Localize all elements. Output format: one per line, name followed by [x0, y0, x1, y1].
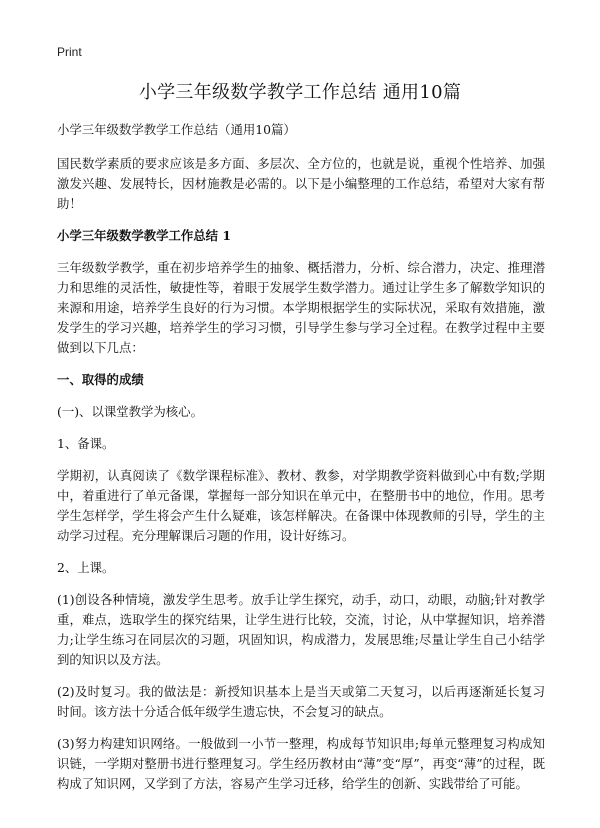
item-class-paragraph-1: (1)创设各种情境，激发学生思考。放手让学生探究，动手，动口，动眼，动脑;针对教学重，难点，选取学生的探究结果，让学生进行比较，交流，讨论，从中掌握知识，培养潜力;让学生练习在同层次的习题，巩固知识，构成潜力，发展思维;尽量让学生自己小结学到的知识以及方法。	[57, 592, 545, 667]
item-class-label: 2、上课。	[57, 560, 115, 575]
document-body	[57, 120, 545, 806]
item-class-paragraph-3: (3)努力构建知识网络。一般做到一小节一整理，构成每节知识串;每单元整理复习构成知识链，一学期对整册书进行整理复习。学生经历教材由“薄”变“厚”，再变“薄”的过程，既构成了知识网，又学到了方法，容易产生学习迁移，给学生的创新、实践带给了可能。	[57, 736, 545, 791]
section-heading-1: 小学三年级数学教学工作总结 1	[57, 228, 232, 243]
document-subtitle: 小学三年级数学教学工作总结（通用10篇）	[57, 122, 296, 137]
item-lesson-prep-label: 1、备课。	[57, 436, 115, 451]
item-lesson-prep-paragraph: 学期初，认真阅读了《数学课程标准》、教材、教参，对学期教学资料做到心中有数;学期中，着重进行了单元备课，掌握每一部分知识在单元中，在整册书中的地位，作用。思考学生怎样学，学生将会产生什么疑难，该怎样解决。在备课中体现教师的引导，学生的主动学习过程。充分理解课后习题的作用，设计好练习。	[57, 468, 545, 543]
sub-heading-classroom: (一)、以课堂教学为核心。	[57, 404, 203, 419]
heading-achievements: 一、取得的成绩	[57, 372, 144, 387]
intro-paragraph: 国民数学素质的要求应该是多方面、多层次、全方位的，也就是说，重视个性培养、加强激发兴趣、发展特长，因材施教是必需的。以下是小编整理的工作总结，希望对大家有帮助！	[57, 156, 545, 211]
item-class-paragraph-2: (2)及时复习。我的做法是：新授知识基本上是当天或第二天复习，以后再逐渐延长复习时间。该方法十分适合低年级学生遗忘快，不会复习的缺点。	[57, 684, 545, 719]
section-1-paragraph: 三年级数学教学，重在初步培养学生的抽象、概括潜力，分析、综合潜力，决定、推理潜力和思维的灵活性，敏捷性等，着眼于发展学生数学潜力。通过让学生多了解数学知识的来源和用途，培养学生良好的行为习惯。本学期根据学生的实际状况，采取有效措施，激发学生的学习兴趣，培养学生的学习习惯，引导学生参与学习全过程。在教学过程中主要做到以下几点：	[57, 260, 545, 355]
print-link[interactable]: Print	[57, 45, 82, 59]
document-title: 小学三年级数学教学工作总结 通用10篇	[138, 82, 462, 103]
